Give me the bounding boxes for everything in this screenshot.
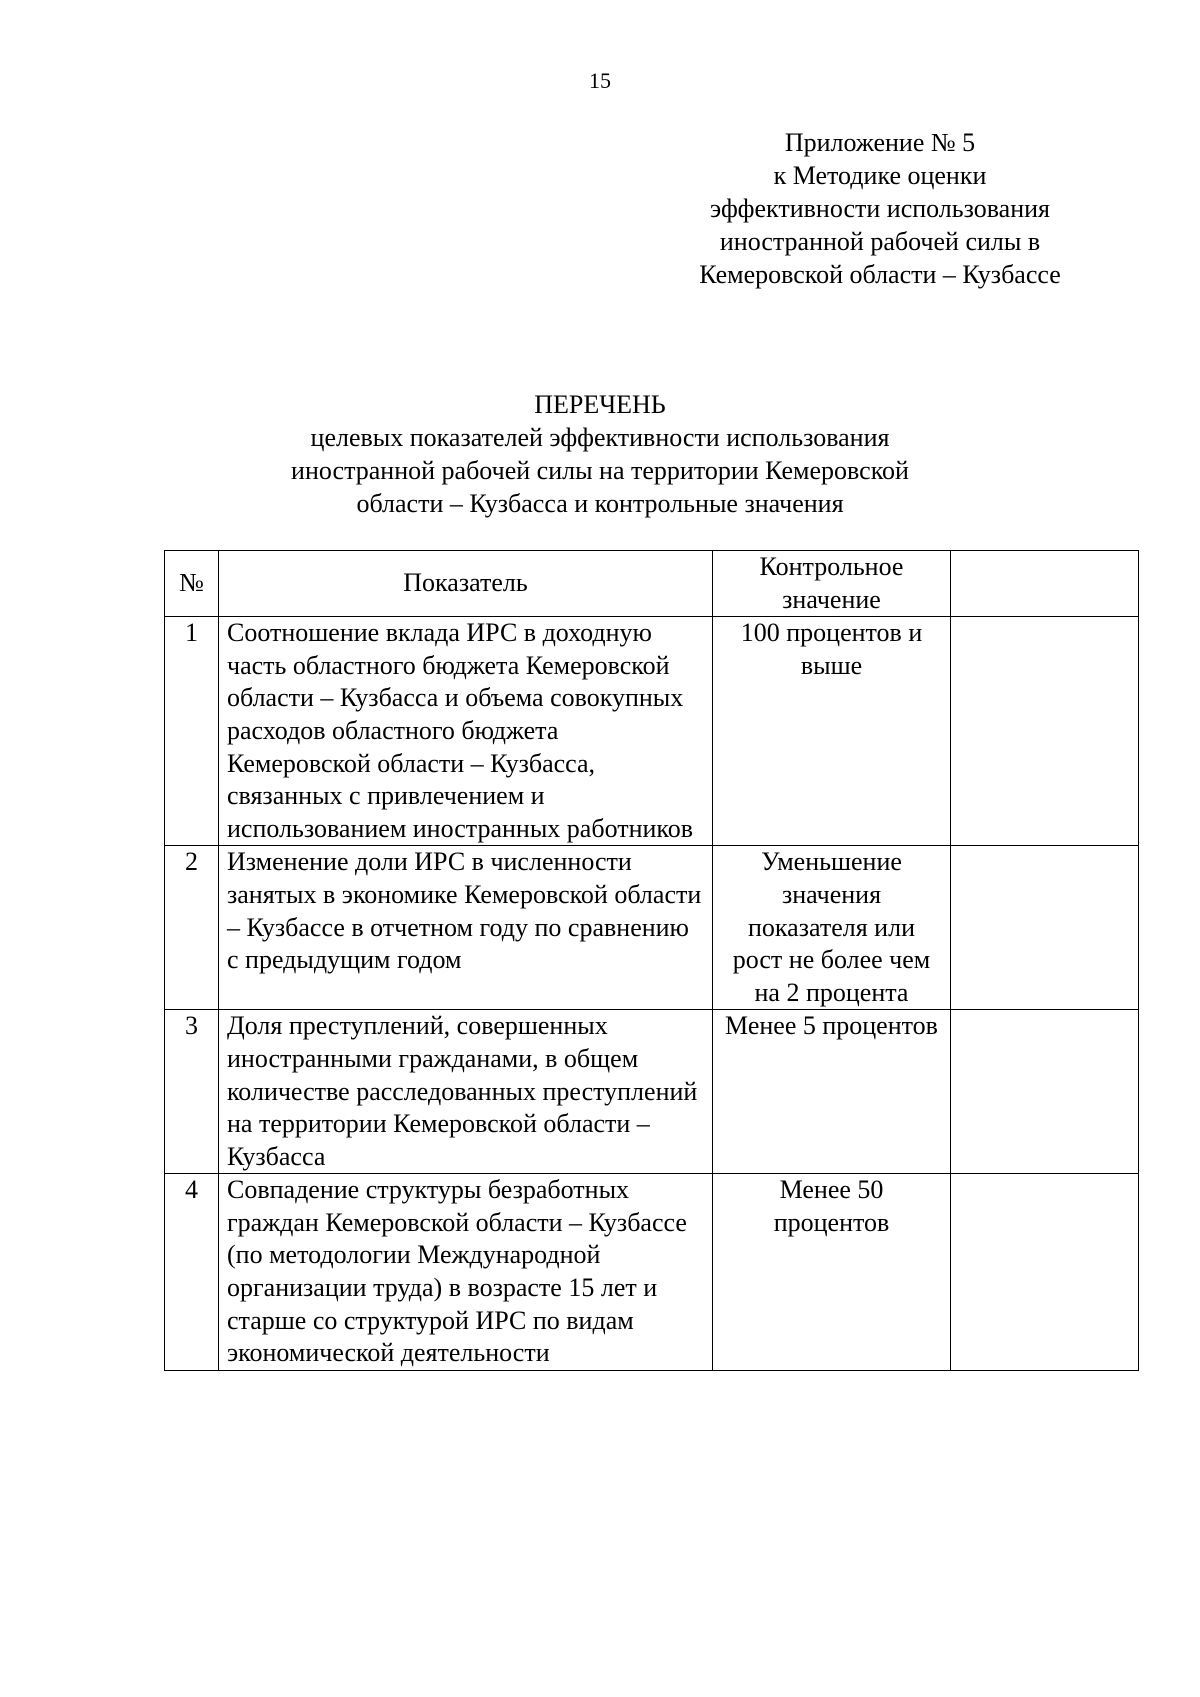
row-number: 4 [165,1174,219,1371]
table-row [165,846,1139,1010]
header-indicator: Показатель [219,551,713,617]
table-row [165,1010,1139,1174]
row-control-value: Уменьшение значения показателя или рост не более чем на 2 процента [713,846,951,1010]
row-number: 1 [165,617,219,846]
header-number: № [165,551,219,617]
title-heading: ПЕРЕЧЕНЬ [534,390,666,419]
row-control-value: 100 процентов и выше [713,617,951,846]
document-title [0,388,1200,520]
row-extra-cell [951,1174,1139,1371]
appendix-line: Приложение № 5 [784,128,976,157]
row-control-value: Менее 50 процентов [713,1174,951,1371]
row-extra-cell [951,846,1139,1010]
row-number: 3 [165,1010,219,1174]
row-indicator: Доля преступлений, совершенных иностранными гражданами, в общем количестве расследованных преступлений на территории Кемеровской области – Кузбасса [219,1010,713,1174]
table-row [165,617,1139,846]
header-control-value-line: Контрольное [759,552,904,581]
page-number: 15 [589,68,611,93]
row-number: 2 [165,846,219,1010]
table-header-row [165,551,1139,617]
row-indicator: Совпадение структуры безработных граждан Кемеровской области – Кузбассе (по методологии Международной организации труда) в возрасте 15 лет и старше со структурой ИРС по видам экономической деятельности [219,1174,713,1371]
header-control-value-line: значение [782,584,881,614]
appendix-line: иностранной рабочей силы в [719,227,1041,256]
row-extra-cell [951,617,1139,846]
header-control-value [713,551,951,617]
row-indicator: Изменение доли ИРС в численности занятых в экономике Кемеровской области – Кузбассе в отчетном году по сравнению с предыдущим годом [219,846,713,1010]
row-indicator: Соотношение вклада ИРС в доходную часть областного бюджета Кемеровской области – Кузбасса и объема совокупных расходов областного бюджета Кемеровской области – Кузбасса, связанных с привлечением и использованием иностранных работников [219,617,713,846]
title-line: иностранной рабочей силы на территории Кемеровской [291,456,909,485]
title-line: целевых показателей эффективности использования [310,423,890,452]
appendix-line: Кемеровской области – Кузбассе [699,260,1061,289]
table-row [165,1174,1139,1371]
appendix-line: к Методике оценки [773,161,987,190]
indicators-table [164,550,1139,1371]
row-extra-cell [951,1010,1139,1174]
title-line: области – Кузбасса и контрольные значения [356,489,844,518]
appendix-note [650,126,1110,291]
appendix-line: эффективности использования [709,194,1051,223]
header-extra [951,551,1139,617]
row-control-value: Менее 5 процентов [713,1010,951,1174]
